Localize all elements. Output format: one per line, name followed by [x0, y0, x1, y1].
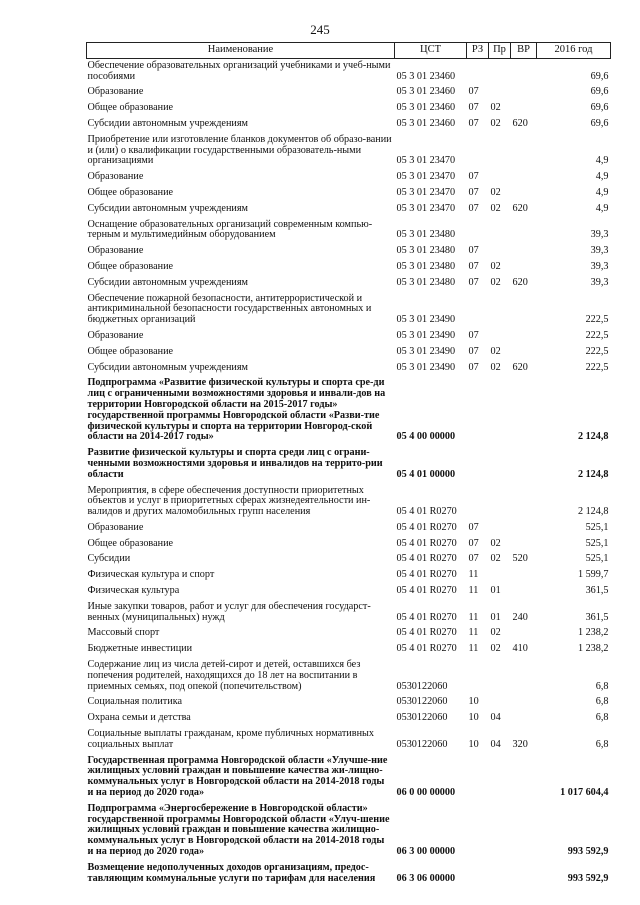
table-row [87, 345, 611, 361]
row-name: Охрана семьи и детства [87, 712, 191, 724]
row-pr: 02 [490, 186, 501, 198]
table-row [87, 521, 611, 537]
row-vr [511, 521, 537, 537]
row-rz [467, 376, 489, 446]
row-name: Содержание лиц из числа детей-сирот и детей, оставшихся без попечения родителей, находящихся до 18 лет на воспитании в приемных семьях, под опекой (попечительством) [87, 659, 361, 692]
row-pr [489, 568, 511, 584]
table-row [87, 276, 611, 292]
row-name: Подпрограмма «Энергосбережение в Новгородской области» государственной программы Новгородской области «Улуч-шение жилищных условий граждан и повышение качества жилищно-коммунальных услуг в Новгородской области на 2014-2018 годы и на период до 2020 года» [87, 802, 390, 858]
row-pr [489, 244, 511, 260]
row-pr [489, 861, 511, 888]
table-row [87, 568, 611, 584]
row-rz: 11 [468, 627, 479, 639]
row-pr [489, 58, 511, 85]
row-cst: 05 3 01 23480 [396, 276, 456, 288]
table-row [87, 584, 611, 600]
row-vr: 520 [512, 553, 528, 565]
row-sum: 2 124,8 [577, 506, 609, 518]
row-sum: 69,6 [590, 70, 609, 82]
row-sum: 1 017 604,4 [560, 787, 609, 799]
row-cst: 05 3 01 23480 [396, 245, 456, 257]
row-rz: 07 [468, 537, 479, 549]
row-pr [489, 133, 511, 170]
row-name: Возмещение недополученных доходов организациям, предос-тавляющим коммунальные услуги по тарифам для населения [87, 861, 376, 884]
row-rz: 07 [468, 276, 479, 288]
row-rz: 07 [468, 345, 479, 357]
row-vr: 620 [512, 117, 528, 129]
table-row [87, 642, 611, 658]
row-name: Общее образование [87, 102, 174, 114]
row-pr [489, 446, 511, 483]
table-row [87, 117, 611, 133]
row-sum: 6,8 [595, 712, 609, 724]
row-pr: 02 [490, 345, 501, 357]
row-sum: 222,5 [585, 361, 609, 373]
row-rz [467, 58, 489, 85]
row-sum: 361,5 [585, 611, 609, 623]
row-cst: 0530122060 [396, 738, 448, 750]
row-vr [511, 537, 537, 553]
row-name: Обеспечение пожарной безопасности, антитеррористической и антикриминальной безопасности государственных автономных и бюджетных организаций [87, 292, 372, 326]
row-rz: 07 [468, 186, 479, 198]
row-sum: 4,9 [595, 171, 609, 183]
row-sum: 4,9 [595, 186, 609, 198]
table-row [87, 727, 611, 754]
table-row [87, 85, 611, 101]
row-cst: 05 3 01 23470 [396, 186, 456, 198]
table-row [87, 695, 611, 711]
row-sum: 6,8 [595, 680, 609, 692]
header-year: 2016 год [537, 43, 611, 59]
row-vr: 320 [512, 738, 528, 750]
table-row [87, 361, 611, 377]
row-pr [489, 754, 511, 802]
row-vr: 620 [512, 202, 528, 214]
row-cst: 05 4 01 R0270 [396, 611, 457, 623]
row-vr: 620 [512, 276, 528, 288]
row-name: Обеспечение образовательных организаций учебниками и учеб-ными пособиями [87, 59, 391, 82]
row-name: Субсидии автономным учреждениям [87, 361, 248, 373]
row-rz [467, 861, 489, 888]
row-cst: 05 4 01 R0270 [396, 537, 457, 549]
table-row [87, 537, 611, 553]
row-sum: 2 124,8 [577, 431, 609, 443]
row-rz: 10 [468, 712, 479, 724]
header-vr: ВР [511, 43, 537, 59]
row-pr [489, 218, 511, 245]
row-sum: 39,3 [590, 245, 609, 257]
row-vr [511, 186, 537, 202]
row-rz: 07 [468, 329, 479, 341]
row-cst: 05 4 01 R0270 [396, 569, 457, 581]
row-name: Оснащение образовательных организаций современным компью-терным и мультимедийным оборудованием [87, 218, 373, 241]
row-pr: 02 [490, 643, 501, 655]
table-row [87, 202, 611, 218]
row-vr [511, 626, 537, 642]
row-rz [467, 484, 489, 521]
row-pr [489, 802, 511, 861]
row-sum: 1 238,2 [577, 643, 609, 655]
row-cst: 05 3 01 23460 [396, 70, 456, 82]
row-name: Образование [87, 245, 144, 257]
row-vr [511, 446, 537, 483]
row-pr: 01 [490, 585, 501, 597]
row-sum: 39,3 [590, 276, 609, 288]
row-cst: 05 3 01 23480 [396, 260, 456, 272]
row-name: Физическая культура и спорт [87, 569, 215, 581]
row-name: Физическая культура [87, 585, 180, 597]
row-rz [467, 292, 489, 329]
row-pr: 02 [490, 102, 501, 114]
row-rz [467, 802, 489, 861]
row-sum: 4,9 [595, 155, 609, 167]
row-name: Субсидии автономным учреждениям [87, 117, 248, 129]
row-vr [511, 376, 537, 446]
row-pr: 02 [490, 260, 501, 272]
row-rz: 07 [468, 521, 479, 533]
row-cst: 05 3 01 23490 [396, 361, 456, 373]
table-row [87, 244, 611, 260]
row-vr [511, 584, 537, 600]
row-cst: 05 4 01 R0270 [396, 585, 457, 597]
table-row [87, 802, 611, 861]
table-row [87, 861, 611, 888]
row-sum: 6,8 [595, 738, 609, 750]
table-row [87, 711, 611, 727]
table-row [87, 186, 611, 202]
row-name: Мероприятия, в сфере обеспечения доступности приоритетных объектов и услуг в приоритетных сферах жизнедеятельности ин-валидов и других маломобильных групп населения [87, 484, 371, 518]
row-vr [511, 329, 537, 345]
row-vr [511, 484, 537, 521]
row-name: Общее образование [87, 345, 174, 357]
row-rz: 07 [468, 86, 479, 98]
row-cst: 05 4 01 00000 [396, 468, 456, 480]
row-cst: 05 3 01 23470 [396, 171, 456, 183]
row-rz: 10 [468, 738, 479, 750]
row-cst: 0530122060 [396, 680, 448, 692]
table-row [87, 260, 611, 276]
row-name: Субсидии автономным учреждениям [87, 276, 248, 288]
row-vr: 620 [512, 361, 528, 373]
row-pr [489, 329, 511, 345]
row-cst: 05 4 01 R0270 [396, 627, 457, 639]
row-vr [511, 58, 537, 85]
row-vr [511, 133, 537, 170]
row-cst: 05 3 01 23460 [396, 102, 456, 114]
page-number: 245 [310, 22, 330, 37]
header-pr: Пр [489, 43, 511, 59]
table-row [87, 484, 611, 521]
row-sum: 39,3 [590, 260, 609, 272]
header-rz: РЗ [467, 43, 489, 59]
row-sum: 222,5 [585, 329, 609, 341]
row-sum: 222,5 [585, 314, 609, 326]
row-cst: 0530122060 [396, 696, 448, 708]
row-name: Социальные выплаты гражданам, кроме публичных нормативных социальных выплат [87, 728, 374, 750]
row-name: Приобретение или изготовление бланков документов об образо-вании и (или) о квалификации государственными образователь-ными организациями [87, 133, 392, 167]
row-rz: 07 [468, 361, 479, 373]
row-sum: 39,3 [590, 229, 609, 241]
row-name: Социальная политика [87, 696, 183, 708]
row-rz: 11 [468, 643, 479, 655]
row-pr [489, 85, 511, 101]
row-vr [511, 260, 537, 276]
row-pr: 02 [490, 361, 501, 373]
row-vr [511, 711, 537, 727]
row-sum: 1 238,2 [577, 627, 609, 639]
row-pr: 02 [490, 276, 501, 288]
row-vr [511, 568, 537, 584]
table-row [87, 133, 611, 170]
row-pr: 02 [490, 202, 501, 214]
row-sum: 69,6 [590, 117, 609, 129]
row-cst: 05 4 01 R0270 [396, 521, 457, 533]
table-row [87, 626, 611, 642]
row-vr [511, 754, 537, 802]
row-name: Образование [87, 521, 144, 533]
row-rz [467, 218, 489, 245]
table-row [87, 754, 611, 802]
row-pr [489, 484, 511, 521]
row-cst: 05 3 01 23480 [396, 229, 456, 241]
row-cst: 05 4 01 R0270 [396, 553, 457, 565]
table-row [87, 329, 611, 345]
row-name: Иные закупки товаров, работ и услуг для обеспечения государст-венных (муниципальных) нужд [87, 600, 371, 623]
row-rz [467, 754, 489, 802]
table-header-row [87, 43, 611, 59]
row-sum: 993 592,9 [567, 872, 609, 884]
row-sum: 69,6 [590, 86, 609, 98]
row-rz: 10 [468, 696, 479, 708]
row-sum: 525,1 [585, 537, 609, 549]
row-sum: 69,6 [590, 102, 609, 114]
header-name: Наименование [87, 43, 395, 59]
row-vr [511, 218, 537, 245]
row-cst: 05 3 01 23470 [396, 202, 456, 214]
row-cst: 05 3 01 23470 [396, 155, 456, 167]
row-pr [489, 521, 511, 537]
row-vr [511, 85, 537, 101]
row-sum: 525,1 [585, 553, 609, 565]
row-vr [511, 292, 537, 329]
row-cst: 05 3 01 23490 [396, 329, 456, 341]
row-pr [489, 170, 511, 186]
row-sum: 6,8 [595, 696, 609, 708]
row-vr: 240 [512, 611, 528, 623]
table-row [87, 658, 611, 695]
row-vr [511, 658, 537, 695]
row-name: Образование [87, 86, 144, 98]
row-vr [511, 244, 537, 260]
row-name: Общее образование [87, 537, 174, 549]
row-vr [511, 695, 537, 711]
row-rz: 07 [468, 117, 479, 129]
row-pr: 02 [490, 627, 501, 639]
table-row [87, 376, 611, 446]
budget-table [86, 42, 611, 887]
row-name: Государственная программа Новгородской области «Улучше-ние жилищных условий граждан и повышение качества жи-лищно-коммунальных услуг в Новгородской области на 2014-2018 годы и на период до 2020 года» [87, 754, 388, 799]
row-rz [467, 658, 489, 695]
row-pr: 02 [490, 117, 501, 129]
row-rz: 07 [468, 553, 479, 565]
row-pr [489, 292, 511, 329]
table-row [87, 600, 611, 627]
row-sum: 4,9 [595, 202, 609, 214]
row-vr [511, 861, 537, 888]
row-rz: 11 [468, 569, 479, 581]
row-sum: 2 124,8 [577, 468, 609, 480]
row-sum: 525,1 [585, 521, 609, 533]
row-rz: 07 [468, 245, 479, 257]
row-rz: 11 [468, 585, 479, 597]
row-vr [511, 345, 537, 361]
table-row [87, 58, 611, 85]
row-name: Массовый спорт [87, 627, 160, 639]
row-pr: 02 [490, 553, 501, 565]
row-pr [489, 376, 511, 446]
row-pr: 01 [490, 611, 501, 623]
row-cst: 06 0 00 00000 [396, 787, 456, 799]
row-rz: 07 [468, 102, 479, 114]
row-name: Субсидии [87, 553, 131, 565]
row-sum: 1 599,7 [577, 569, 609, 581]
row-pr: 02 [490, 537, 501, 549]
row-sum: 222,5 [585, 345, 609, 357]
row-name: Образование [87, 329, 144, 341]
row-rz [467, 133, 489, 170]
row-pr: 04 [490, 712, 501, 724]
table-row [87, 218, 611, 245]
row-cst: 06 3 00 00000 [396, 846, 456, 858]
table-row [87, 170, 611, 186]
row-cst: 06 3 06 00000 [396, 872, 456, 884]
row-name: Подпрограмма «Развитие физической культуры и спорта сре-ди лиц с ограниченными возможностями здоровья и инвали-дов на территории Новгородской области на 2015-2017 годы» государственной программы Новгородской области «Разви-тие физической культуры и спорта на территории Новгород-ской области на 2014-2017 годы» [87, 377, 386, 443]
row-vr [511, 802, 537, 861]
row-name: Субсидии автономным учреждениям [87, 202, 248, 214]
row-name: Развитие физической культуры и спорта среди лиц с ограни-ченными возможностями здоровья и инвалидов на террито-рии области [87, 447, 383, 480]
row-rz: 07 [468, 260, 479, 272]
row-cst: 05 3 01 23460 [396, 86, 456, 98]
table-row [87, 292, 611, 329]
row-cst: 05 4 01 R0270 [396, 643, 457, 655]
row-pr: 04 [490, 738, 501, 750]
table-row [87, 552, 611, 568]
row-vr: 410 [512, 643, 528, 655]
row-vr [511, 101, 537, 117]
table-row [87, 446, 611, 483]
row-cst: 05 4 00 00000 [396, 431, 456, 443]
row-rz [467, 446, 489, 483]
row-name: Общее образование [87, 186, 174, 198]
row-pr [489, 695, 511, 711]
row-cst: 05 4 01 R0270 [396, 506, 457, 518]
row-vr [511, 170, 537, 186]
row-cst: 0530122060 [396, 712, 448, 724]
row-cst: 05 3 01 23460 [396, 117, 456, 129]
header-cst: ЦСТ [395, 43, 467, 59]
row-sum: 361,5 [585, 585, 609, 597]
row-sum: 993 592,9 [567, 846, 609, 858]
row-name: Общее образование [87, 260, 174, 272]
row-cst: 05 3 01 23490 [396, 314, 456, 326]
row-rz: 07 [468, 202, 479, 214]
table-row [87, 101, 611, 117]
row-name: Образование [87, 171, 144, 183]
row-cst: 05 3 01 23490 [396, 345, 456, 357]
row-rz: 11 [468, 611, 479, 623]
row-rz: 07 [468, 171, 479, 183]
row-name: Бюджетные инвестиции [87, 643, 193, 655]
row-pr [489, 658, 511, 695]
